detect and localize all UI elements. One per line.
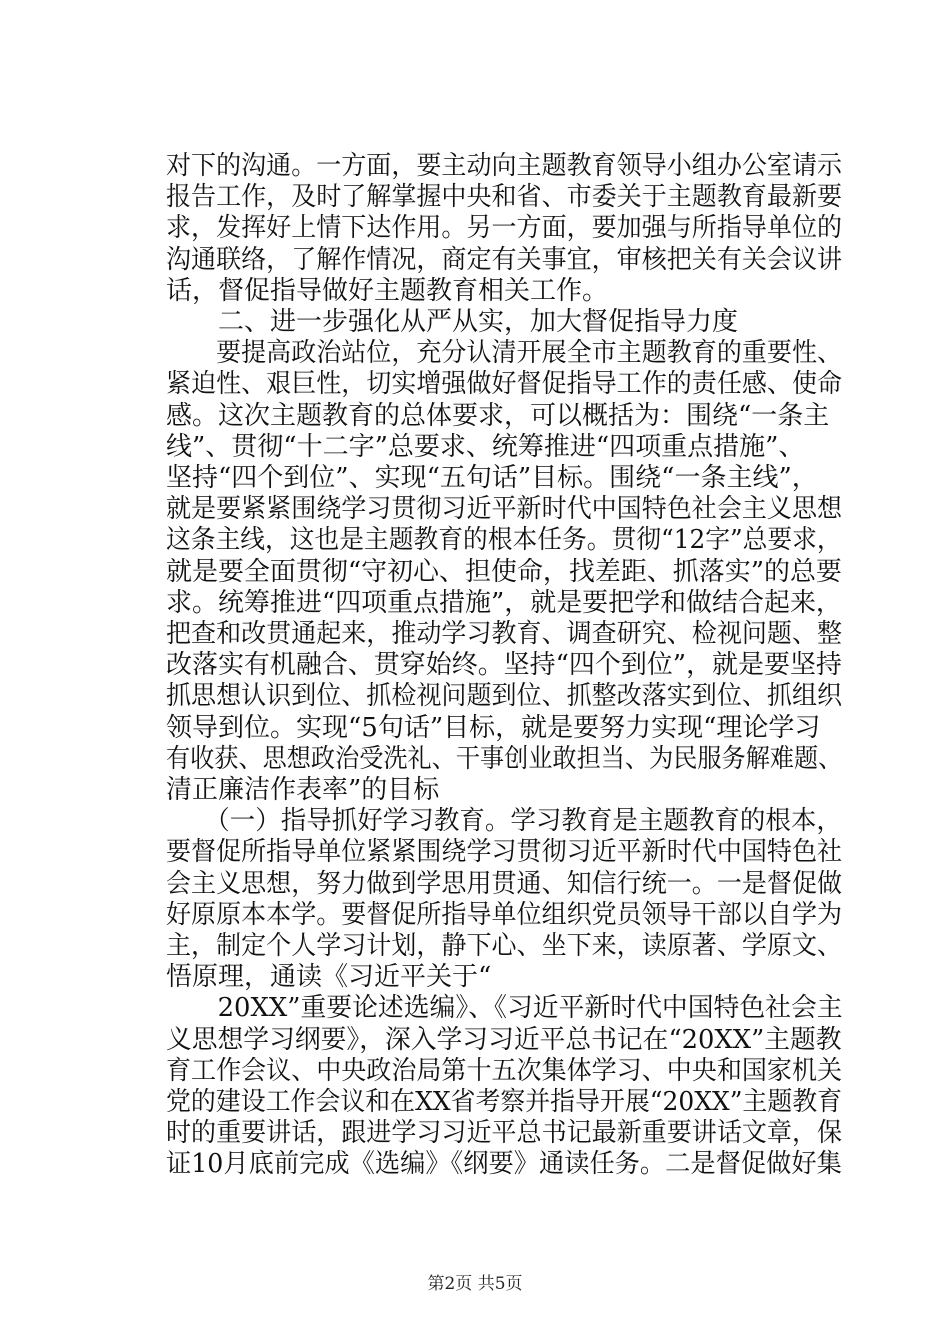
text-line: 这条主线，这也是主题教育的根本任务。贯彻“12字”总要求， bbox=[166, 525, 842, 556]
text-line: 把查和改贯通起来，推动学习教育、调查研究、检视问题、整 bbox=[166, 619, 843, 649]
text-line: 改落实有机融合、贯穿始终。坚持“四个到位”，就是要坚持 bbox=[166, 650, 842, 681]
text-line: 感。这次主题教育的总体要求，可以概括为：围绕“一条主 bbox=[166, 400, 830, 431]
text-line: 要提高政治站位，充分认清开展全市主题教育的重要性、 bbox=[166, 338, 843, 369]
text-line: 对下的沟通。一方面，要主动向主题教育领导小组办公室请示 bbox=[166, 151, 843, 181]
text-line: （一）指导抓好学习教育。学习教育是主题教育的根本， bbox=[166, 806, 842, 837]
text-line: 话，督促指导做好主题教育相关工作。 bbox=[166, 275, 609, 306]
page-number-footer: 第2页 共5页 bbox=[427, 1274, 523, 1294]
text-line: 领导到位。实现“5句话”目标，就是要努力实现“理论学习 bbox=[166, 712, 821, 743]
text-line: 就是要全面贯彻“守初心、担使命，找差距、抓落实”的总要 bbox=[166, 556, 842, 587]
text-line: 抓思想认识到位、抓检视问题到位、抓整改落实到位、抓组织 bbox=[166, 681, 843, 712]
text-line: 线”、贯彻“十二字”总要求、统筹推进“四项重点措施”、 bbox=[166, 431, 805, 462]
text-line: 党的建设工作会议和在XX省考察并指导开展“20XX”主题教育 bbox=[166, 1087, 843, 1117]
text-line: 义思想学习纲要》，深入学习习近平总书记在“20XX”主题教 bbox=[166, 1024, 842, 1055]
text-line: 就是要紧紧围绕学习贯彻习近平新时代中国特色社会主义思想 bbox=[166, 494, 843, 525]
text-line: 报告工作，及时了解掌握中央和省、市委关于主题教育最新要 bbox=[166, 182, 843, 213]
text-line: 育工作会议、中央政治局第十五次集体学习、中央和国家机关 bbox=[166, 1055, 843, 1086]
text-line: 清正廉洁作表率”的目标 bbox=[166, 775, 440, 805]
text-line: 时的重要讲话，跟进学习习近平总书记最新重要讲话文章，保 bbox=[166, 1118, 843, 1149]
text-line: 20XX”重要论述选编》、《习近平新时代中国特色社会主 bbox=[166, 993, 843, 1024]
text-line: 求，发挥好上情下达作用。另一方面，要加强与所指导单位的 bbox=[166, 213, 843, 244]
text-line: 有收获、思想政治受洗礼、干事创业敢担当、为民服务解难题、 bbox=[166, 743, 843, 774]
text-line: 二、进一步强化从严从实，加大督促指导力度 bbox=[166, 307, 739, 337]
text-line: 沟通联络，了解作情况，商定有关事宜，审核把关有关会议讲 bbox=[166, 244, 843, 275]
text-line: 求。统筹推进“四项重点措施”，就是要把学和做结合起来， bbox=[166, 587, 842, 618]
text-line: 悟原理，通读《习近平关于“ bbox=[166, 962, 492, 993]
text-line: 好原原本本学。要督促所指导单位组织党员领导干部以自学为 bbox=[166, 899, 843, 930]
text-line: 主，制定个人学习计划，静下心、坐下来，读原著、学原文、 bbox=[166, 931, 843, 961]
text-line: 要督促所指导单位紧紧围绕学习贯彻习近平新时代中国特色社 bbox=[166, 837, 843, 868]
text-line: 会主义思想，努力做到学思用贯通、知信行统一。一是督促做 bbox=[166, 868, 843, 899]
text-line: 证10月底前完成《选编》《纲要》通读任务。二是督促做好集 bbox=[166, 1149, 842, 1180]
text-line: 坚持“四个到位”、实现“五句话”目标。围绕“一条主线”， bbox=[166, 463, 818, 493]
text-line: 紧迫性、艰巨性，切实增强做好督促指导工作的责任感、使命 bbox=[166, 369, 843, 400]
